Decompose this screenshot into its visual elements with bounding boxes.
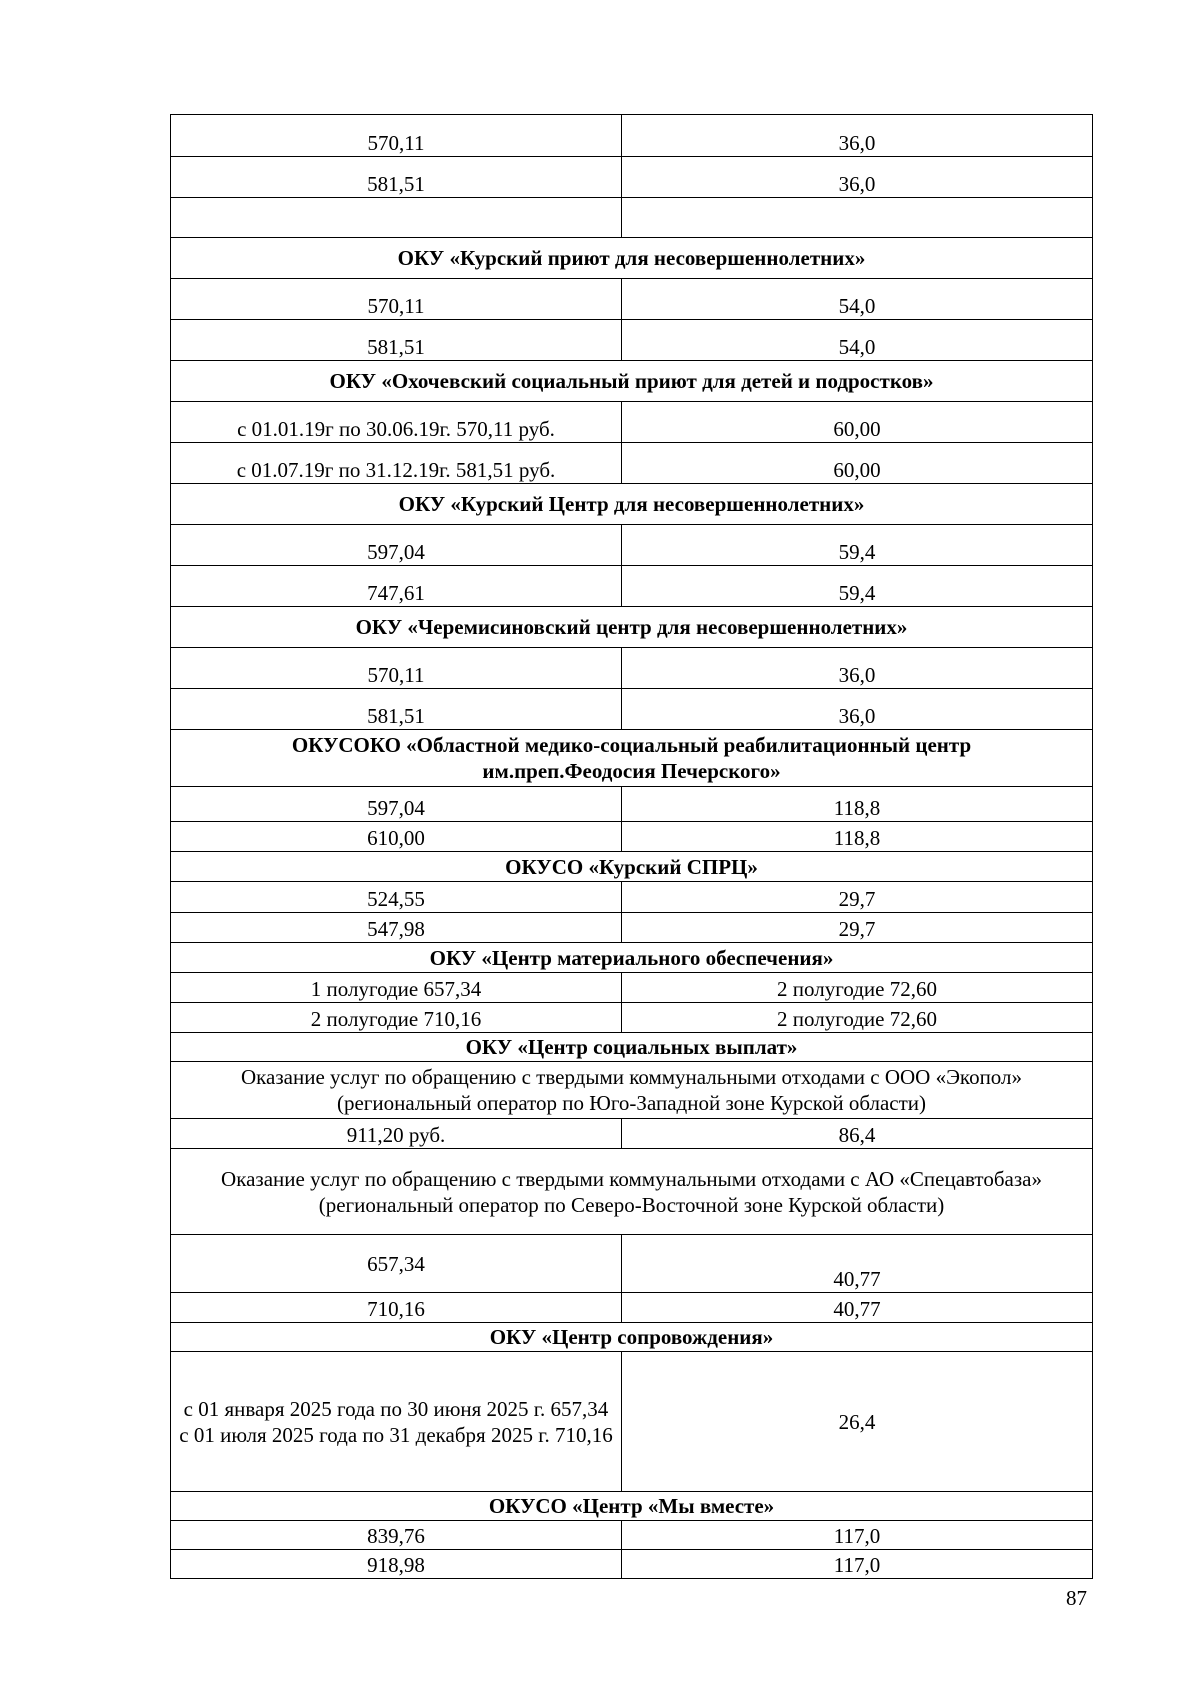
note-row <box>171 1062 1093 1119</box>
section-header: ОКУ «Центр материального обеспечения» <box>171 943 1093 973</box>
tariff-cell: 597,04 <box>171 525 622 566</box>
tariff-cell: 911,20 руб. <box>171 1119 622 1149</box>
table-row <box>171 882 1093 913</box>
rate-cell: 29,7 <box>622 913 1093 943</box>
tariff-cell: 610,00 <box>171 822 622 852</box>
table-row <box>171 115 1093 157</box>
tariff-cell: 597,04 <box>171 787 622 822</box>
rate-cell <box>622 198 1093 238</box>
rate-cell: 117,0 <box>622 1550 1093 1579</box>
tariff-cell: 918,98 <box>171 1550 622 1579</box>
table-row <box>171 689 1093 730</box>
table-row <box>171 1521 1093 1550</box>
tariff-cell: с 01 января 2025 года по 30 июня 2025 г. 657,34 с 01 июля 2025 года по 31 декабря 2025 г. 710,16 <box>171 1352 622 1492</box>
tariff-cell: с 01.07.19г по 31.12.19г. 581,51 руб. <box>171 443 622 484</box>
service-note: Оказание услуг по обращению с твердыми коммунальными отходами с АО «Спецавтобаза» (региональный оператор по Северо-Восточной зоне Курской области) <box>171 1149 1093 1235</box>
section-header-row <box>171 238 1093 279</box>
table-row <box>171 198 1093 238</box>
section-header: ОКУ «Центр сопровождения» <box>171 1323 1093 1352</box>
table-row <box>171 566 1093 607</box>
rate-cell: 59,4 <box>622 525 1093 566</box>
table-row <box>171 320 1093 361</box>
section-header-row <box>171 730 1093 787</box>
table-row <box>171 787 1093 822</box>
tariff-cell: 570,11 <box>171 279 622 320</box>
tariff-cell: 547,98 <box>171 913 622 943</box>
table-row <box>171 525 1093 566</box>
rate-cell: 54,0 <box>622 320 1093 361</box>
table-row <box>171 1235 1093 1293</box>
rate-cell: 60,00 <box>622 402 1093 443</box>
rate-cell: 36,0 <box>622 157 1093 198</box>
section-header: ОКУ «Курский Центр для несовершеннолетних» <box>171 484 1093 525</box>
section-header-row <box>171 852 1093 882</box>
section-header-row <box>171 1492 1093 1521</box>
table-row <box>171 402 1093 443</box>
tariff-cell: 581,51 <box>171 157 622 198</box>
section-header-row <box>171 1033 1093 1062</box>
rate-cell: 36,0 <box>622 689 1093 730</box>
document-page <box>170 114 1092 1579</box>
rate-cell: 117,0 <box>622 1521 1093 1550</box>
rate-cell: 60,00 <box>622 443 1093 484</box>
note-row <box>171 1149 1093 1235</box>
section-header: ОКУ «Курский приют для несовершеннолетних» <box>171 238 1093 279</box>
tariff-cell: 657,34 <box>171 1235 622 1293</box>
page-number: 87 <box>1066 1586 1087 1610</box>
tariff-cell: 2 полугодие 710,16 <box>171 1003 622 1033</box>
tariff-cell: 581,51 <box>171 689 622 730</box>
table-row <box>171 913 1093 943</box>
table-row <box>171 648 1093 689</box>
tariff-table <box>170 114 1093 1579</box>
tariff-cell: 524,55 <box>171 882 622 913</box>
table-row <box>171 1119 1093 1149</box>
rate-cell: 40,77 <box>622 1235 1093 1293</box>
tariff-cell: 839,76 <box>171 1521 622 1550</box>
rate-cell: 2 полугодие 72,60 <box>622 1003 1093 1033</box>
rate-cell: 29,7 <box>622 882 1093 913</box>
section-header: ОКУСО «Центр «Мы вместе» <box>171 1492 1093 1521</box>
section-header-row <box>171 607 1093 648</box>
service-note: Оказание услуг по обращению с твердыми коммунальными отходами с ООО «Экопол» (региональный оператор по Юго-Западной зоне Курской области) <box>171 1062 1093 1119</box>
tariff-cell: 747,61 <box>171 566 622 607</box>
rate-cell: 118,8 <box>622 822 1093 852</box>
table-row <box>171 279 1093 320</box>
rate-cell: 36,0 <box>622 648 1093 689</box>
tariff-cell: 570,11 <box>171 648 622 689</box>
table-row <box>171 822 1093 852</box>
rate-cell: 59,4 <box>622 566 1093 607</box>
section-header-row <box>171 1323 1093 1352</box>
table-row <box>171 157 1093 198</box>
table-row <box>171 1293 1093 1323</box>
section-header: ОКУ «Центр социальных выплат» <box>171 1033 1093 1062</box>
tariff-cell <box>171 198 622 238</box>
tariff-cell: 570,11 <box>171 115 622 157</box>
section-header-row <box>171 361 1093 402</box>
rate-cell: 118,8 <box>622 787 1093 822</box>
section-header: ОКУСОКО «Областной медико-социальный реабилитационный центр им.преп.Феодосия Печерского» <box>171 730 1093 787</box>
tariff-cell: 1 полугодие 657,34 <box>171 973 622 1003</box>
table-row <box>171 1550 1093 1579</box>
table-row <box>171 443 1093 484</box>
rate-cell: 40,77 <box>622 1293 1093 1323</box>
tariff-cell: 581,51 <box>171 320 622 361</box>
section-header-row <box>171 484 1093 525</box>
table-row <box>171 973 1093 1003</box>
rate-cell: 54,0 <box>622 279 1093 320</box>
tariff-cell: с 01.01.19г по 30.06.19г. 570,11 руб. <box>171 402 622 443</box>
rate-cell: 26,4 <box>622 1352 1093 1492</box>
rate-cell: 86,4 <box>622 1119 1093 1149</box>
rate-cell: 2 полугодие 72,60 <box>622 973 1093 1003</box>
section-header-row <box>171 943 1093 973</box>
section-header: ОКУ «Охочевский социальный приют для детей и подростков» <box>171 361 1093 402</box>
section-header: ОКУ «Черемисиновский центр для несовершеннолетних» <box>171 607 1093 648</box>
tariff-cell: 710,16 <box>171 1293 622 1323</box>
rate-cell: 36,0 <box>622 115 1093 157</box>
table-row <box>171 1003 1093 1033</box>
table-row <box>171 1352 1093 1492</box>
section-header: ОКУСО «Курский СПРЦ» <box>171 852 1093 882</box>
